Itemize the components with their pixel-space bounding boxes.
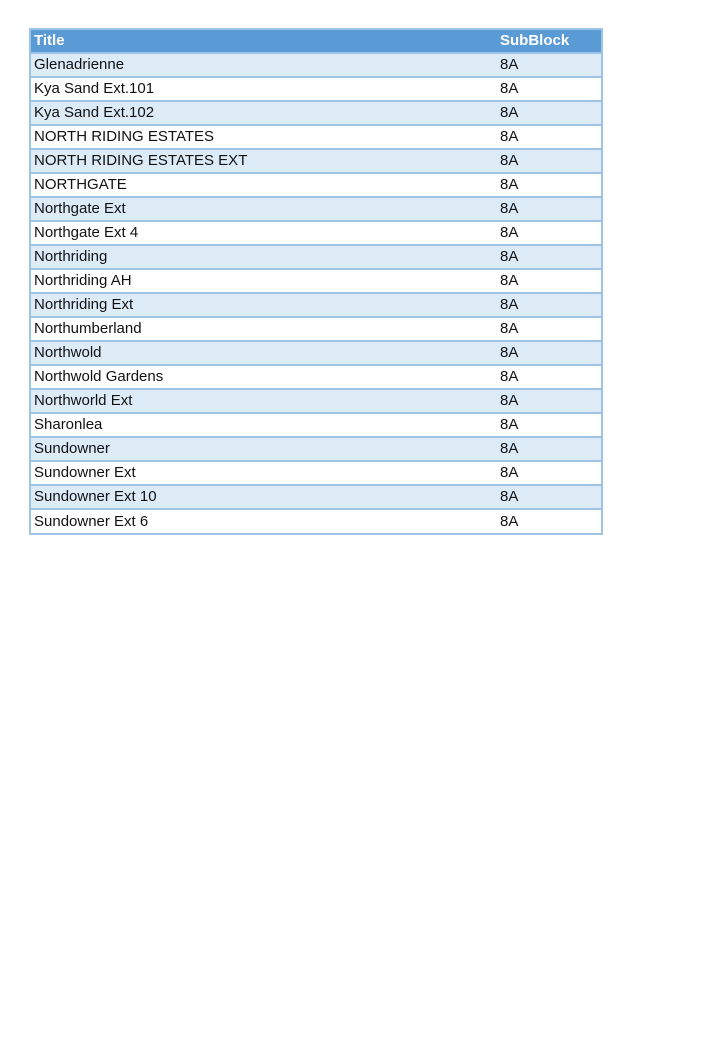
cell-title: Northwold Gardens bbox=[31, 365, 497, 389]
cell-title: NORTH RIDING ESTATES bbox=[31, 125, 497, 149]
cell-subblock: 8A bbox=[497, 341, 601, 365]
cell-title: Northworld Ext bbox=[31, 389, 497, 413]
cell-subblock: 8A bbox=[497, 317, 601, 341]
cell-subblock: 8A bbox=[497, 437, 601, 461]
cell-title: Sundowner Ext 6 bbox=[31, 509, 497, 533]
table-row bbox=[31, 509, 601, 533]
table-row bbox=[31, 77, 601, 101]
cell-title: NORTH RIDING ESTATES EXT bbox=[31, 149, 497, 173]
cell-subblock: 8A bbox=[497, 197, 601, 221]
table-row bbox=[31, 53, 601, 77]
cell-subblock: 8A bbox=[497, 221, 601, 245]
cell-subblock: 8A bbox=[497, 149, 601, 173]
cell-subblock: 8A bbox=[497, 269, 601, 293]
cell-title: Northriding Ext bbox=[31, 293, 497, 317]
header-row bbox=[31, 30, 601, 53]
table-row bbox=[31, 413, 601, 437]
cell-title: Northumberland bbox=[31, 317, 497, 341]
cell-title: Northriding AH bbox=[31, 269, 497, 293]
cell-title: NORTHGATE bbox=[31, 173, 497, 197]
table-row bbox=[31, 317, 601, 341]
cell-subblock: 8A bbox=[497, 173, 601, 197]
suburb-table-container bbox=[29, 28, 603, 535]
table-body bbox=[31, 53, 601, 533]
cell-title: Sharonlea bbox=[31, 413, 497, 437]
table-row bbox=[31, 365, 601, 389]
table-row bbox=[31, 149, 601, 173]
table-row bbox=[31, 485, 601, 509]
cell-title: Glenadrienne bbox=[31, 53, 497, 77]
table-row bbox=[31, 245, 601, 269]
table-row bbox=[31, 341, 601, 365]
table-header bbox=[31, 30, 601, 53]
cell-subblock: 8A bbox=[497, 461, 601, 485]
cell-title: Northgate Ext bbox=[31, 197, 497, 221]
table-row bbox=[31, 269, 601, 293]
cell-subblock: 8A bbox=[497, 125, 601, 149]
table-row bbox=[31, 221, 601, 245]
cell-title: Sundowner bbox=[31, 437, 497, 461]
cell-subblock: 8A bbox=[497, 389, 601, 413]
table-row bbox=[31, 389, 601, 413]
cell-title: Sundowner Ext 10 bbox=[31, 485, 497, 509]
table-row bbox=[31, 101, 601, 125]
cell-title: Sundowner Ext bbox=[31, 461, 497, 485]
column-header-subblock: SubBlock bbox=[497, 30, 601, 53]
cell-subblock: 8A bbox=[497, 485, 601, 509]
cell-subblock: 8A bbox=[497, 509, 601, 533]
column-header-title: Title bbox=[31, 30, 497, 53]
cell-subblock: 8A bbox=[497, 77, 601, 101]
cell-title: Northwold bbox=[31, 341, 497, 365]
cell-title: Northriding bbox=[31, 245, 497, 269]
table-row bbox=[31, 125, 601, 149]
table-row bbox=[31, 437, 601, 461]
cell-subblock: 8A bbox=[497, 413, 601, 437]
cell-title: Kya Sand Ext.101 bbox=[31, 77, 497, 101]
suburb-table bbox=[31, 30, 601, 533]
table-row bbox=[31, 197, 601, 221]
table-row bbox=[31, 461, 601, 485]
cell-title: Northgate Ext 4 bbox=[31, 221, 497, 245]
cell-subblock: 8A bbox=[497, 53, 601, 77]
cell-title: Kya Sand Ext.102 bbox=[31, 101, 497, 125]
cell-subblock: 8A bbox=[497, 293, 601, 317]
cell-subblock: 8A bbox=[497, 365, 601, 389]
table-row bbox=[31, 293, 601, 317]
table-row bbox=[31, 173, 601, 197]
cell-subblock: 8A bbox=[497, 101, 601, 125]
cell-subblock: 8A bbox=[497, 245, 601, 269]
